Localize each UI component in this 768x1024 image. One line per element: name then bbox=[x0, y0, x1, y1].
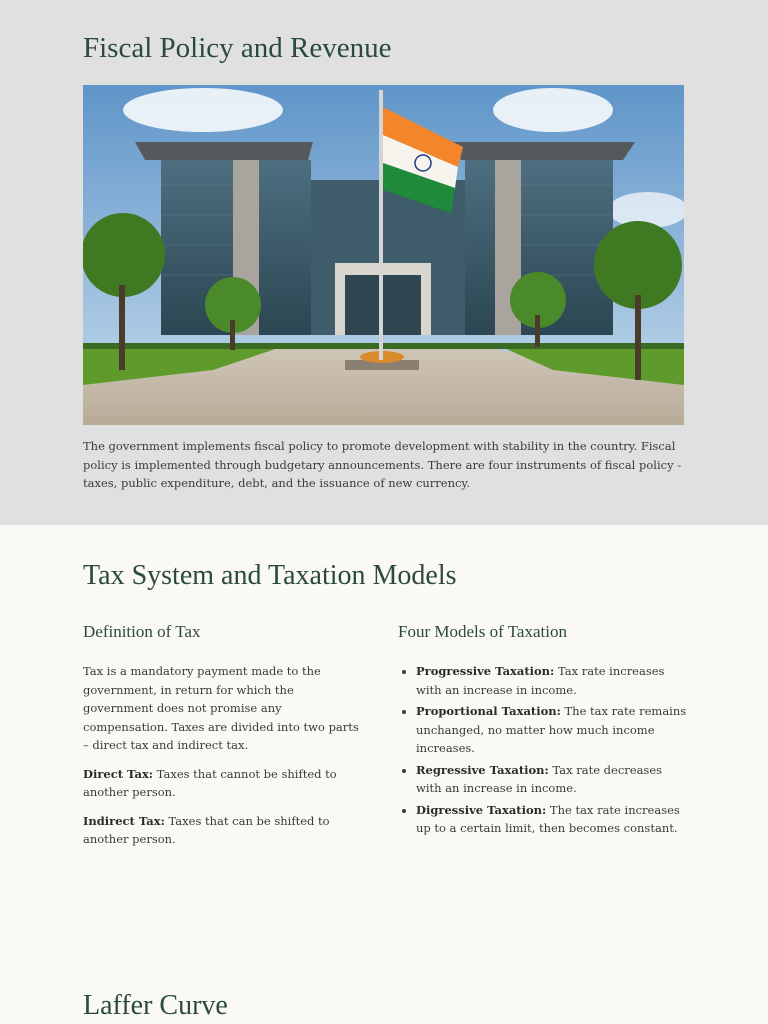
model-text: The tax rate increases up to a certain limit, then becomes constant. bbox=[416, 802, 680, 835]
direct-tax-label: Direct Tax: bbox=[83, 766, 154, 781]
model-text: The tax rate remains unchanged, no matter how much income increases. bbox=[416, 704, 687, 755]
model-label: Regressive Taxation: bbox=[416, 762, 549, 777]
model-label: Progressive Taxation: bbox=[416, 664, 555, 678]
fiscal-policy-intro: The government implements fiscal policy to promote development with stability in the country. Fiscal policy is implemented through budgetary announcements. There are four instruments of fiscal policy - taxes, public expenditure, debt, and the issuance of new currency. bbox=[83, 439, 682, 490]
section-title-fiscal-policy: Fiscal Policy and Revenue bbox=[83, 32, 392, 64]
definition-of-tax-column bbox=[83, 622, 363, 859]
model-label: Proportional Taxation: bbox=[416, 704, 561, 718]
model-label: Digressive Taxation: bbox=[416, 802, 547, 817]
model-text: Tax rate decreases with an increase in income. bbox=[416, 762, 663, 795]
model-text: Tax rate increases with an increase in income. bbox=[416, 664, 665, 697]
direct-tax-text: Taxes that cannot be shifted to another person. bbox=[83, 766, 337, 799]
indirect-tax-paragraph bbox=[83, 812, 363, 849]
list-item bbox=[416, 801, 688, 838]
indirect-tax-label: Indirect Tax: bbox=[83, 813, 165, 828]
section-title-laffer-curve: Laffer Curve bbox=[83, 990, 228, 1021]
list-item bbox=[416, 662, 688, 699]
hero-image-government-building bbox=[83, 85, 684, 425]
taxation-models-list bbox=[398, 662, 688, 838]
heading-four-models: Four Models of Taxation bbox=[398, 622, 567, 641]
list-item bbox=[416, 761, 688, 798]
list-item bbox=[416, 702, 688, 758]
indirect-tax-text: Taxes that can be shifted to another person. bbox=[83, 813, 330, 846]
tax-definition-paragraph: Tax is a mandatory payment made to the government, in return for which the government does not promise any compensation. Taxes are divided into two parts – direct tax and indirect tax. bbox=[83, 664, 359, 752]
models-of-taxation-column bbox=[398, 622, 688, 841]
heading-definition-of-tax: Definition of Tax bbox=[83, 622, 201, 641]
section-title-tax-system: Tax System and Taxation Models bbox=[83, 560, 457, 591]
direct-tax-paragraph bbox=[83, 765, 363, 802]
